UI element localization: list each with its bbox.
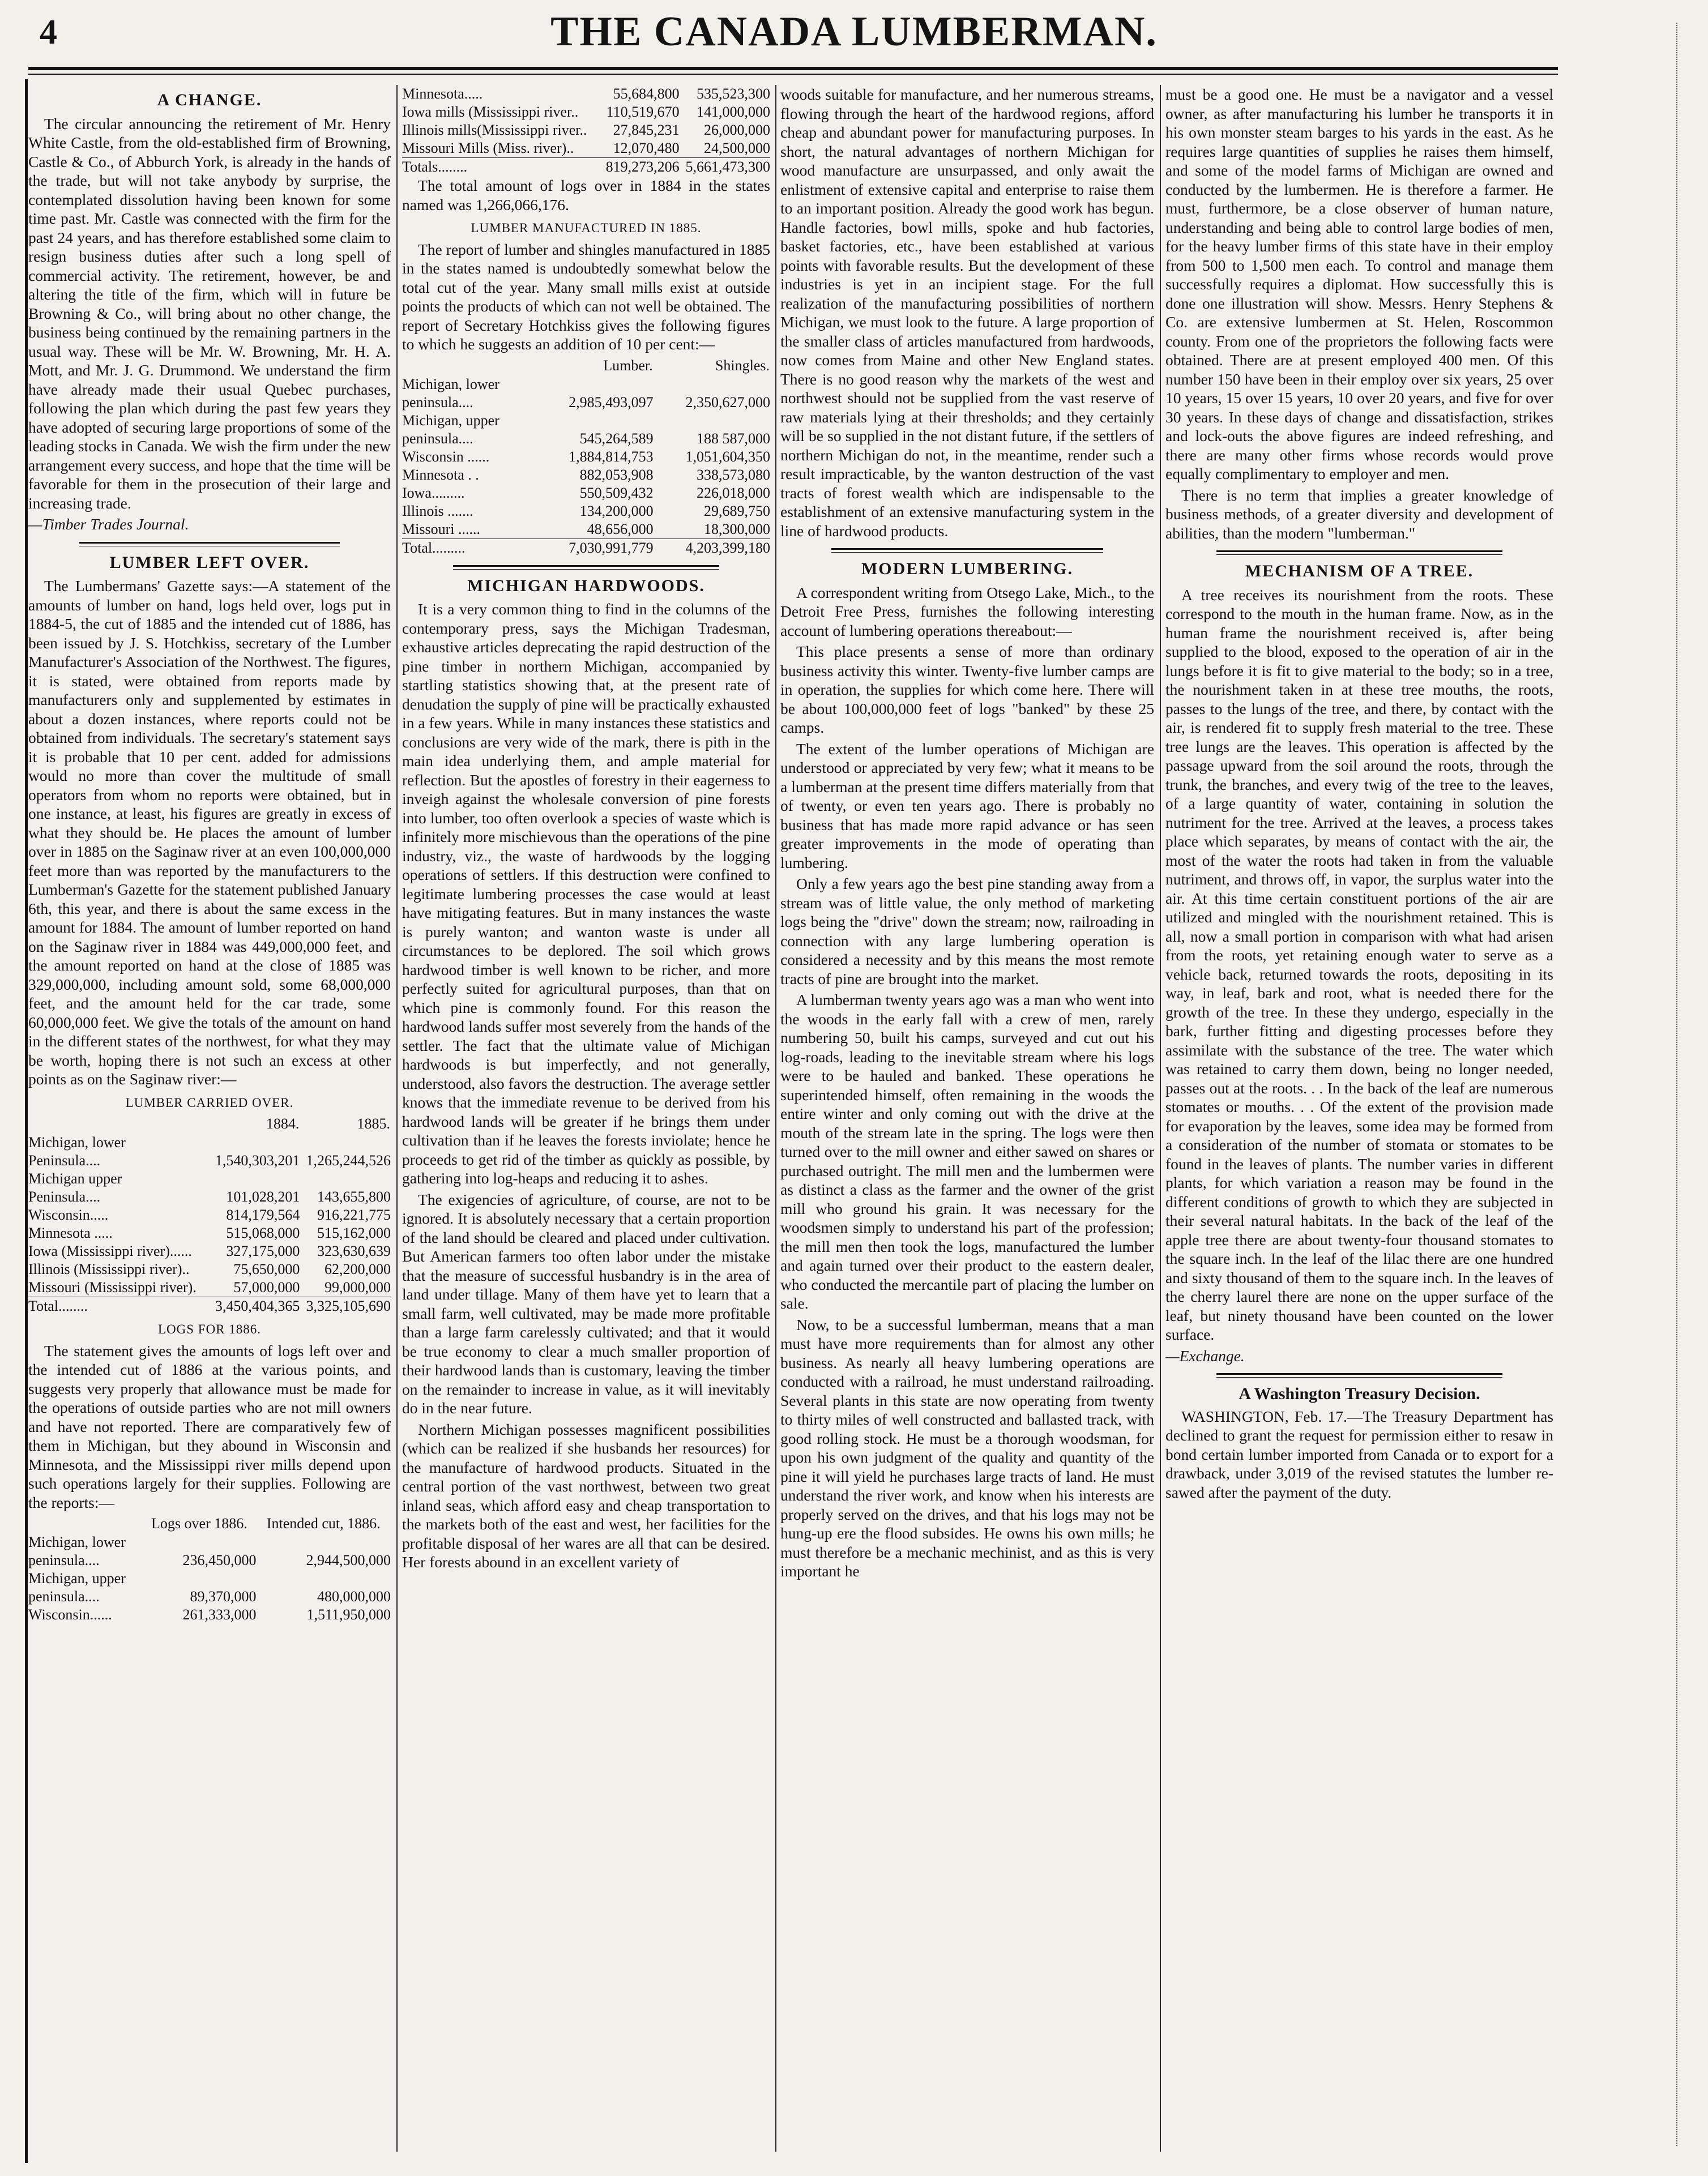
table-cell bbox=[256, 1533, 391, 1551]
article-body: A correspondent writing from Otsego Lake, Mich., to the Detroit Free Press, furnishes the following interesting account of lumbering operations thereabout:— bbox=[780, 583, 1154, 639]
table-row bbox=[28, 1606, 391, 1624]
article-title-modern-lumbering: MODERN LUMBERING. bbox=[861, 559, 1073, 578]
table-cell: Totals........ bbox=[402, 158, 600, 177]
table-row bbox=[402, 484, 770, 502]
table-total-row bbox=[402, 158, 770, 177]
table-cell: Michigan upper bbox=[28, 1170, 122, 1187]
article-body: The statement gives the amounts of logs left over and the intended cut of 1886 at the various points, and suggests very properly that allowance must be made for the operations of outside parties who are not mill owners and have not reported. There are comparatively few of them in Michigan, but they abound in Wisconsin and Minnesota, and the Mississippi river mills depend upon such operations largely for their supplies. Following are the reports:— bbox=[28, 1341, 391, 1511]
table-cell: 338,573,080 bbox=[697, 466, 770, 483]
table-cell bbox=[536, 375, 653, 394]
table-row bbox=[28, 1206, 391, 1224]
table-row bbox=[402, 139, 770, 158]
table-cell: Wisconsin ...... bbox=[402, 448, 490, 465]
table-cell: 134,200,000 bbox=[579, 502, 654, 519]
article-separator bbox=[79, 542, 340, 546]
table-row bbox=[402, 502, 770, 520]
table-cell: Peninsula.... bbox=[28, 1189, 101, 1205]
column-divider bbox=[775, 85, 776, 2152]
table-row bbox=[402, 520, 770, 539]
table-row bbox=[28, 1134, 391, 1152]
table-row bbox=[28, 1279, 391, 1297]
table-row bbox=[402, 466, 770, 484]
article-body: The circular announcing the retirement of Mr. Henry White Castle, from the old-established firm of Browning, Castle & Co., of Abburch York, is already in the hands of the trade, but will not take anybody by surprise, the contemplated dissolution having been known for some time past. Mr. Castle was connected with the firm for the past 24 years, and has therefore established some claim to resign business duties after such a long spell of commercial activity. The retirement, however, be and altering the title of the firm, which will in future be Browning & Co., will bring about no other change, the business being continued by the remaining partners in the usual way. These will be Mr. W. Browning, Mr. H. A. Mott, and Mr. J. G. Drummond. We understand the firm have already made their usual Quebec purchases, following the plan which during the past few years they have adopted of securing large proportions of some of the leading stocks in Canada. We wish the firm under the new arrangement every success, and hope that the time will be favorable for them in the prosecution of their large and increasing trade. bbox=[28, 114, 391, 512]
table-cell bbox=[654, 412, 770, 430]
table-row bbox=[402, 448, 770, 466]
table-cell: 3,325,105,690 bbox=[300, 1297, 391, 1316]
table-cell: 101,028,201 bbox=[226, 1189, 300, 1205]
table-cell: 4,203,399,180 bbox=[654, 538, 770, 557]
lumber-manufactured-table bbox=[402, 356, 770, 557]
table-cell: 535,523,300 bbox=[697, 85, 770, 102]
table-cell: 143,655,800 bbox=[317, 1189, 391, 1205]
table-cell: 323,630,639 bbox=[317, 1243, 391, 1259]
table-cell: 550,509,432 bbox=[579, 484, 654, 501]
table-caption: LUMBER CARRIED OVER. bbox=[125, 1095, 294, 1110]
article-body: Now, to be a successful lumberman, means that a man must have more requirements than for almost any other business. As nearly all heavy lumbering operations are conducted with a railroad, he must understand railroading. Several plants in this state are now operating from twenty to thirty miles of well constructed and ballasted track, with good rolling stock. He must be a thorough woodsman, for upon his own judgment of the quality and quantity of the pine it will yield he purchases large tracts of land. He must understand the river work, and know when his interests are properly served on the drives, and that his logs may not be hung-up ere the flood subsides. He owns his own mills; he must therefore be a mechanic mechinist, and as this is very important he bbox=[780, 1315, 1154, 1580]
column-2 bbox=[402, 85, 770, 2152]
column-divider bbox=[1160, 85, 1161, 2152]
article-body: Only a few years ago the best pine standing away from a stream was of little value, the only method of marketing logs being the "drive" down the stream; now, railroading in connection with any large lumbering operation is considered a necessity and by this means the most remote tracts of pine are brought into the market. bbox=[780, 875, 1154, 987]
article-body: The exigencies of agriculture, of course, are not to be ignored. It is absolutely necessary that a certain proportion of the land should be cleared and placed under cultivation. But American farmers too often labor under the mistake that the measure of successful husbandry is in the area of land under tillage. Many of them have yet to learn that a small farm, well cultivated, may be made more profitable than a large farm carelessly cultivated; and that it would be true economy to clear a much smaller proportion of their hardwood lands than is customary, leaving the timber on the remainder to increase in value, as it will inevitably do in the near future. bbox=[402, 1190, 770, 1417]
article-body: The total amount of logs over in 1884 in the states named was 1,266,066,176. bbox=[402, 177, 770, 213]
table-cell: 24,500,000 bbox=[704, 140, 770, 156]
table-cell: peninsula.... bbox=[28, 1552, 100, 1568]
table-total-row bbox=[28, 1297, 391, 1316]
table-row bbox=[28, 1224, 391, 1242]
table-cell: Minnesota . . bbox=[402, 466, 479, 483]
table-cell: 327,175,000 bbox=[226, 1243, 300, 1259]
table-cell: Michigan, lower bbox=[402, 375, 499, 392]
table-cell: 226,018,000 bbox=[697, 484, 770, 501]
table-row bbox=[402, 412, 770, 430]
table-cell: 1,884,814,753 bbox=[569, 448, 654, 465]
column-4 bbox=[1165, 85, 1553, 2152]
table-cell: Iowa (Mississippi river)...... bbox=[28, 1243, 192, 1259]
table-row bbox=[402, 394, 770, 412]
table-cell: 57,000,000 bbox=[233, 1279, 300, 1296]
table-cell: Michigan, lower bbox=[28, 1134, 126, 1151]
table-cell: 141,000,000 bbox=[697, 104, 770, 120]
table-row bbox=[402, 430, 770, 448]
table-cell: Wisconsin..... bbox=[28, 1207, 109, 1223]
column-header: Shingles. bbox=[715, 357, 770, 374]
table-cell: Illinois mills(Mississippi river.. bbox=[402, 122, 587, 138]
table-cell: Total........ bbox=[28, 1297, 209, 1316]
table-row bbox=[28, 1242, 391, 1260]
table-cell: Missouri Mills (Miss. river).. bbox=[402, 140, 574, 156]
table-row bbox=[402, 85, 770, 103]
table-row bbox=[28, 1551, 391, 1570]
logs-for-1886-table bbox=[28, 1514, 391, 1624]
table-cell: 882,053,908 bbox=[579, 466, 654, 483]
article-title-washington-treasury: A Washington Treasury Decision. bbox=[1239, 1384, 1480, 1403]
table-cell: 29,689,750 bbox=[704, 502, 770, 519]
table-cell: 7,030,991,779 bbox=[536, 538, 653, 557]
table-cell: 110,519,670 bbox=[606, 104, 680, 120]
table-row bbox=[28, 1533, 391, 1551]
table-cell: 515,162,000 bbox=[317, 1225, 391, 1241]
table-cell: peninsula.... bbox=[28, 1588, 100, 1605]
article-separator bbox=[831, 548, 1103, 553]
column-header: 1885. bbox=[357, 1115, 390, 1132]
table-row bbox=[402, 121, 770, 139]
table-caption: LUMBER MANUFACTURED IN 1885. bbox=[471, 221, 702, 235]
table-cell: 916,221,775 bbox=[317, 1207, 391, 1223]
table-cell: 2,985,493,097 bbox=[569, 394, 654, 411]
table-cell: 48,656,000 bbox=[587, 520, 654, 537]
table-cell bbox=[654, 375, 770, 394]
table-cell: 5,661,473,300 bbox=[680, 158, 770, 177]
column-1 bbox=[28, 85, 391, 2152]
table-cell: 515,068,000 bbox=[226, 1225, 300, 1241]
article-body: Northern Michigan possesses magnificent possibilities (which can be realized if she husbands her resources) for the manufacture of hardwood products. Situated in the central portion of the vast northwest, between two great inland seas, which afford easy and cheap transportation to the markets both of the east and west, her facilities for the profitable disposal of her wares are all that can be desired. Her forests abound in an excellent variety of bbox=[402, 1420, 770, 1571]
article-body: woods suitable for manufacture, and her numerous streams, flowing through the heart of the hardwood regions, afford cheap and abundant power for manufacturing purposes. In short, the natural advantages of northern Michigan for wood manufacture are unsurpassed, and only await the enlistment of extensive capital and enterprise to raise them to an important position. Already the good work has begun. Handle factories, bowl mills, spoke and hub factories, basket factories, etc., have been established at various points with favorable results. But the development of these industries is yet in an incipient stage. For the full realization of the manufacturing possibilities of northern Michigan, we must look to the future. A large proportion of the smaller class of articles manufactured from hardwoods, now comes from Maine and other New England states. There is no good reason why the markets of the west and northwest should not be supplied from the vast reserve of raw materials lying at their thresholds; and they certainly will be so supplied in the not distant future, if the settlers of northern Michigan do not, in the meantime, render such a result impracticable, by the wanton destruction of the vast tracts of forest wealth which are indispensable to the establishment of an extensive manufacturing system in the line of hardwood products. bbox=[780, 85, 1154, 540]
table-cell: 2,350,627,000 bbox=[685, 394, 770, 411]
table-caption: LOGS FOR 1886. bbox=[157, 1322, 262, 1336]
table-row bbox=[402, 103, 770, 121]
table-cell: 62,200,000 bbox=[324, 1261, 391, 1277]
article-source: —Timber Trades Journal. bbox=[28, 515, 189, 533]
column-3 bbox=[780, 85, 1154, 2152]
column-header: 1884. bbox=[266, 1115, 300, 1132]
table-cell: 545,264,589 bbox=[579, 430, 654, 447]
table-cell: 18,300,000 bbox=[704, 520, 770, 537]
table-cell: Michigan, upper bbox=[28, 1570, 126, 1587]
table-row bbox=[28, 1188, 391, 1206]
table-cell: Illinois ....... bbox=[402, 502, 473, 519]
table-cell: Peninsula.... bbox=[28, 1152, 101, 1169]
table-cell bbox=[300, 1170, 391, 1188]
table-row bbox=[28, 1588, 391, 1606]
table-cell: Iowa mills (Mississippi river.. bbox=[402, 104, 579, 120]
column-header: Lumber. bbox=[603, 357, 653, 374]
table-cell: 99,000,000 bbox=[324, 1279, 391, 1296]
masthead-title: THE CANADA LUMBERMAN. bbox=[550, 8, 1158, 55]
table-cell: 89,370,000 bbox=[190, 1588, 257, 1605]
article-body: must be a good one. He must be a navigator and a vessel owner, as after manufacturing his lumber he transports it in his own monster steam barges to his yards in the east. As he requires large quantities of supplies he raises them himself, and some of the model farms of Michigan are owned and conducted by the lumbermen. He is therefore a farmer. He must, furthermore, be a close observer of human nature, understanding and being able to control large bodies of men, for the heavy lumber firms of this state have in their employ from 500 to 1,500 men each. To control and manage them successfully requires a diplomat. How successfully this is done one illustration will show. Messrs. Henry Stephens & Co. are extensive lumbermen at St. Helen, Roscommon county. From one of the proprietors the following facts were obtained. There are at present employed 400 men. Of this number 150 have been in their employ over six years, 25 over 10 years, 15 over 15 years, 10 over 20 years, and five for over 30 years. In these days of change and dissatisfaction, strikes and lock-outs the above figures are indeed refreshing, and there are many other firms whose records would prove equally complimentary to employer and men. bbox=[1165, 85, 1553, 482]
table-cell bbox=[142, 1570, 256, 1588]
masthead-rule bbox=[28, 67, 1558, 70]
table-cell bbox=[256, 1570, 391, 1588]
article-body: A lumberman twenty years ago was a man who went into the woods in the early fall with a crew of men, rarely numbering 50, built his camps, surveyed and cut out his log-roads, leading to the inevitable stream where his logs were to be hauled and banked. These operations he superintended himself, often remaining in the woods the entire winter and only coming out with the drive at the mouth of the stream late in the spring. The logs were then turned over to the mill owner and either sawed on shares or purchased outright. The mill men and the lumbermen were as distinct a class as the farmer and the owner of the grist mill who ground his grain. It was necessary for the woodsmen simply to understand his part of the profession; the mill men then took the logs, manufactured the lumber and again turned over their product to the eastern dealer, who conducted the mercantile part of placing the lumber on sale. bbox=[780, 991, 1154, 1312]
article-title-lumber-left-over: LUMBER LEFT OVER. bbox=[109, 553, 310, 572]
article-body: The extent of the lumber operations of Michigan are understood or appreciated by very few; what it means to be a lumberman at the present time differs materially from that of twenty, or even ten years ago. There is probably no business that has made more rapid advance or has seen greater improvements in the mode of operating than lumbering. bbox=[780, 739, 1154, 871]
table-cell: Iowa......... bbox=[402, 484, 465, 501]
article-title-michigan-hardwoods: MICHIGAN HARDWOODS. bbox=[467, 576, 705, 595]
page-right-edge bbox=[1676, 23, 1694, 2146]
article-body: WASHINGTON, Feb. 17.—The Treasury Department has declined to grant the request for permission either to resaw in bond certain lumber imported from Canada or to export for a drawback, under 3,019 of the revised statutes the lumber re-sawed after the payment of the duty. bbox=[1165, 1407, 1553, 1501]
table-cell: Missouri (Mississippi river). bbox=[28, 1279, 197, 1296]
column-header: Logs over 1886. bbox=[151, 1515, 247, 1532]
table-cell: 27,845,231 bbox=[613, 122, 680, 138]
table-cell: Missouri ...... bbox=[402, 520, 480, 537]
article-separator bbox=[1216, 1373, 1502, 1378]
article-separator bbox=[453, 565, 719, 570]
article-body: It is a very common thing to find in the columns of the contemporary press, says the Michigan Tradesman, exhaustive articles deprecating the rapid destruction of the pine timber in northern Michigan, accompanied by startling statistics showing that, at the present rate of denudation the supply of pine will be practically exhausted in a few years. While in many instances these statistics and conclusions are very wide of the mark, there is pith in the main idea underlying them, and ample material for reflection. But the apostles of forestry in their eagerness to inveigh against the wholesale conversion of pine forests into lumber, too often overlook a species of waste which is infinitely more mischievous than the operations of the pine industry, viz., the waste of hardwoods by the logging operations of settlers. If this destruction were confined to legitimate lumbering processes the case would at least have mitigating features. But in many instances the waste is purely wanton; and wanton waste is under all circumstances to be deplored. The soil which grows hardwood timber is well known to be richer, and more perfectly suited for agricultural purposes, than that on which pine is commonly found. For this reason the hardwood lands suffer most severely from the hands of the settler. The fact that the ultimate value of Michigan hardwoods is but imperfectly, and not generally, understood, also favors the destruction. The average settler knows that the immediate revenue to be derived from his hardwood lands will be greater if he brings them under cultivation than if he leaves the forests inviolate; hence he proceeds to get rid of the timber as quickly as possible, by gathering into log-heaps and reducing it to ashes. bbox=[402, 600, 770, 1187]
table-cell: 814,179,564 bbox=[226, 1207, 300, 1223]
article-separator bbox=[1216, 550, 1502, 555]
table-cell bbox=[209, 1170, 300, 1188]
table-row bbox=[28, 1570, 391, 1588]
table-cell: 1,540,303,201 bbox=[215, 1152, 300, 1169]
table-cell: Minnesota ..... bbox=[28, 1225, 113, 1241]
column-divider bbox=[396, 85, 398, 2152]
table-cell: Wisconsin...... bbox=[28, 1606, 112, 1623]
article-body: There is no term that implies a greater knowledge of business methods, of a greater diversity and development of abilities, than the modern "lumberman." bbox=[1165, 486, 1553, 542]
table-cell: 236,450,000 bbox=[182, 1552, 257, 1568]
table-cell: 12,070,480 bbox=[613, 140, 680, 156]
table-cell: 2,944,500,000 bbox=[306, 1552, 391, 1568]
table-cell: Total......... bbox=[402, 538, 536, 557]
table-row bbox=[28, 1170, 391, 1188]
table-cell bbox=[300, 1134, 391, 1152]
article-source: —Exchange. bbox=[1165, 1346, 1245, 1365]
table-row bbox=[402, 375, 770, 394]
column-header: Intended cut, 1886. bbox=[266, 1515, 381, 1532]
table-cell: Michigan, upper bbox=[402, 412, 499, 429]
lumber-carried-over-table bbox=[28, 1114, 391, 1315]
masthead-rule-thin bbox=[28, 74, 1558, 75]
article-body: The Lumbermans' Gazette says:—A statement of the amounts of lumber on hand, logs held over, logs put in 1884-5, the cut of 1885 and the intended cut of 1886, has been issued by J. S. Hotchkiss, secretary of the Lumber Manufacturer's Association of the Northwest. The figures, it is stated, were obtained from reports made by manufacturers only and supplemented by estimates in about a dozen instances, where reports could not be obtained from individuals. The secretary's statement says it is probable that 10 per cent. added for admissions would no more than cover the multitude of small operators from whom no reports were obtained, but in one instance, at least, his figures are greatly in excess of what they should be. He places the amount of lumber over in 1885 on the Saginaw river at an even 100,000,000 feet more than was reported by the manufacturers to the Lumberman's Gazette for the statement published January 6th, this year, and there is about the same excess in the amount for 1884. The amount of lumber reported on hand on the Saginaw river in 1884 was 449,000,000 feet, and the amount reported on hand at the close of 1885 was 329,000,000, including amount sold, some 68,000,000 feet, and the amount held for the car trade, some 60,000,000 feet. We give the totals of the amount on hand in the different states of the northwest, for what they may be worth, hoping there is not such an excess at other points as on the Saginaw river:— bbox=[28, 577, 391, 1088]
table-cell bbox=[536, 412, 653, 430]
table-cell: 261,333,000 bbox=[182, 1606, 257, 1623]
table-cell: 1,511,950,000 bbox=[306, 1606, 391, 1623]
table-cell bbox=[209, 1134, 300, 1152]
table-cell: 819,273,206 bbox=[600, 158, 679, 177]
table-cell: 1,051,604,350 bbox=[685, 448, 770, 465]
table-total-row bbox=[402, 538, 770, 557]
table-cell: peninsula.... bbox=[402, 430, 473, 447]
page-left-border bbox=[25, 79, 28, 2163]
table-row bbox=[28, 1152, 391, 1170]
table-cell: 188 587,000 bbox=[697, 430, 770, 447]
table-cell bbox=[142, 1533, 256, 1551]
article-title-mechanism-of-a-tree: MECHANISM OF A TREE. bbox=[1245, 562, 1474, 580]
table-cell: 75,650,000 bbox=[233, 1261, 300, 1277]
table-cell: 1,265,244,526 bbox=[306, 1152, 391, 1169]
table-row bbox=[28, 1260, 391, 1279]
table-cell: 55,684,800 bbox=[613, 85, 680, 102]
article-body: The report of lumber and shingles manufactured in 1885 in the states named is undoubtedly somewhat below the total cut of the year. Many small mills exist at outside points the products of which can not well be obtained. The report of Secretary Hotchkiss gives the following figures to which he suggests an addition of 10 per cent:— bbox=[402, 240, 770, 353]
table-cell: 3,450,404,365 bbox=[209, 1297, 300, 1316]
logs-for-1886-table-continued bbox=[402, 85, 770, 176]
table-cell: peninsula.... bbox=[402, 394, 473, 411]
page-number: 4 bbox=[40, 13, 57, 52]
article-title-a-change: A CHANGE. bbox=[157, 91, 262, 109]
table-cell: Illinois (Mississippi river).. bbox=[28, 1261, 190, 1277]
article-body: This place presents a sense of more than ordinary business activity this winter. Twenty-five lumber camps are in operation, the supplies for which come here. There will be about 100,000,000 feet of logs "banked" by these 25 camps. bbox=[780, 643, 1154, 736]
table-cell: Michigan, lower bbox=[28, 1534, 126, 1550]
article-body: A tree receives its nourishment from the roots. These correspond to the mouth in the human frame. Now, as in the human frame the nourishment received is, after being supplied to the blood, exposed to the operation of air in the lungs before it is fit to give material to the body; so in a tree, the nourishment taken in at these tree mouths, the roots, passes to the lungs of the tree, and there, by contact with the air, is rendered fit to supply fresh material to the tree. These tree lungs are the leaves. This operation is affected by the passage upward from the soil around the roots, through the trunk, the branches, and every twig of the tree to the leaves, of a large quantity of water, containing in solution the nutriment for the tree. Arrived at the leaves, a process takes place which separates, by means of contact with the air, the most of the water the roots had taken in from the valuable nutriment, and throws off, in vapor, the surplus water into the air. At this time certain constituent portions of the air are utilized and mingled with the nourishment retained. This is all, now a small portion in comparison with what had arisen from the roots, yet retaining enough water to serve as a vehicle back, returned towards the roots, depositing in its way, in leaf, bark and root, what is needed there for the growth of the tree. In these they undergo, especially in the bark, further fitting and digesting processes before they assimilate with the substance of the tree. The water which was retained to carry them down, being no longer needed, passes out at the roots. . . In the back of the leaf are numerous stomates or mouths. . . Of the extent of the provision made for evaporation by the leaves, some idea may be formed from a consideration of the number of stomata or stomates to be found in the leaves of plants. The number varies in different plants, for which variation a reason may be found in the different conditions of growth to which they are subjected in their several natural habitats. In the back of the leaf of the apple tree there are about twenty-four thousand stomates to the square inch. In the leaf of the lilac there are one hundred and sixty thousand of them to the square inch. In the leaves of the cherry laurel there are none on the upper surface of the leaf, but ninety thousand have been counted on the lower surface. bbox=[1165, 585, 1553, 1343]
table-cell: Minnesota..... bbox=[402, 85, 483, 102]
table-cell: 26,000,000 bbox=[704, 122, 770, 138]
table-cell: 480,000,000 bbox=[317, 1588, 391, 1605]
